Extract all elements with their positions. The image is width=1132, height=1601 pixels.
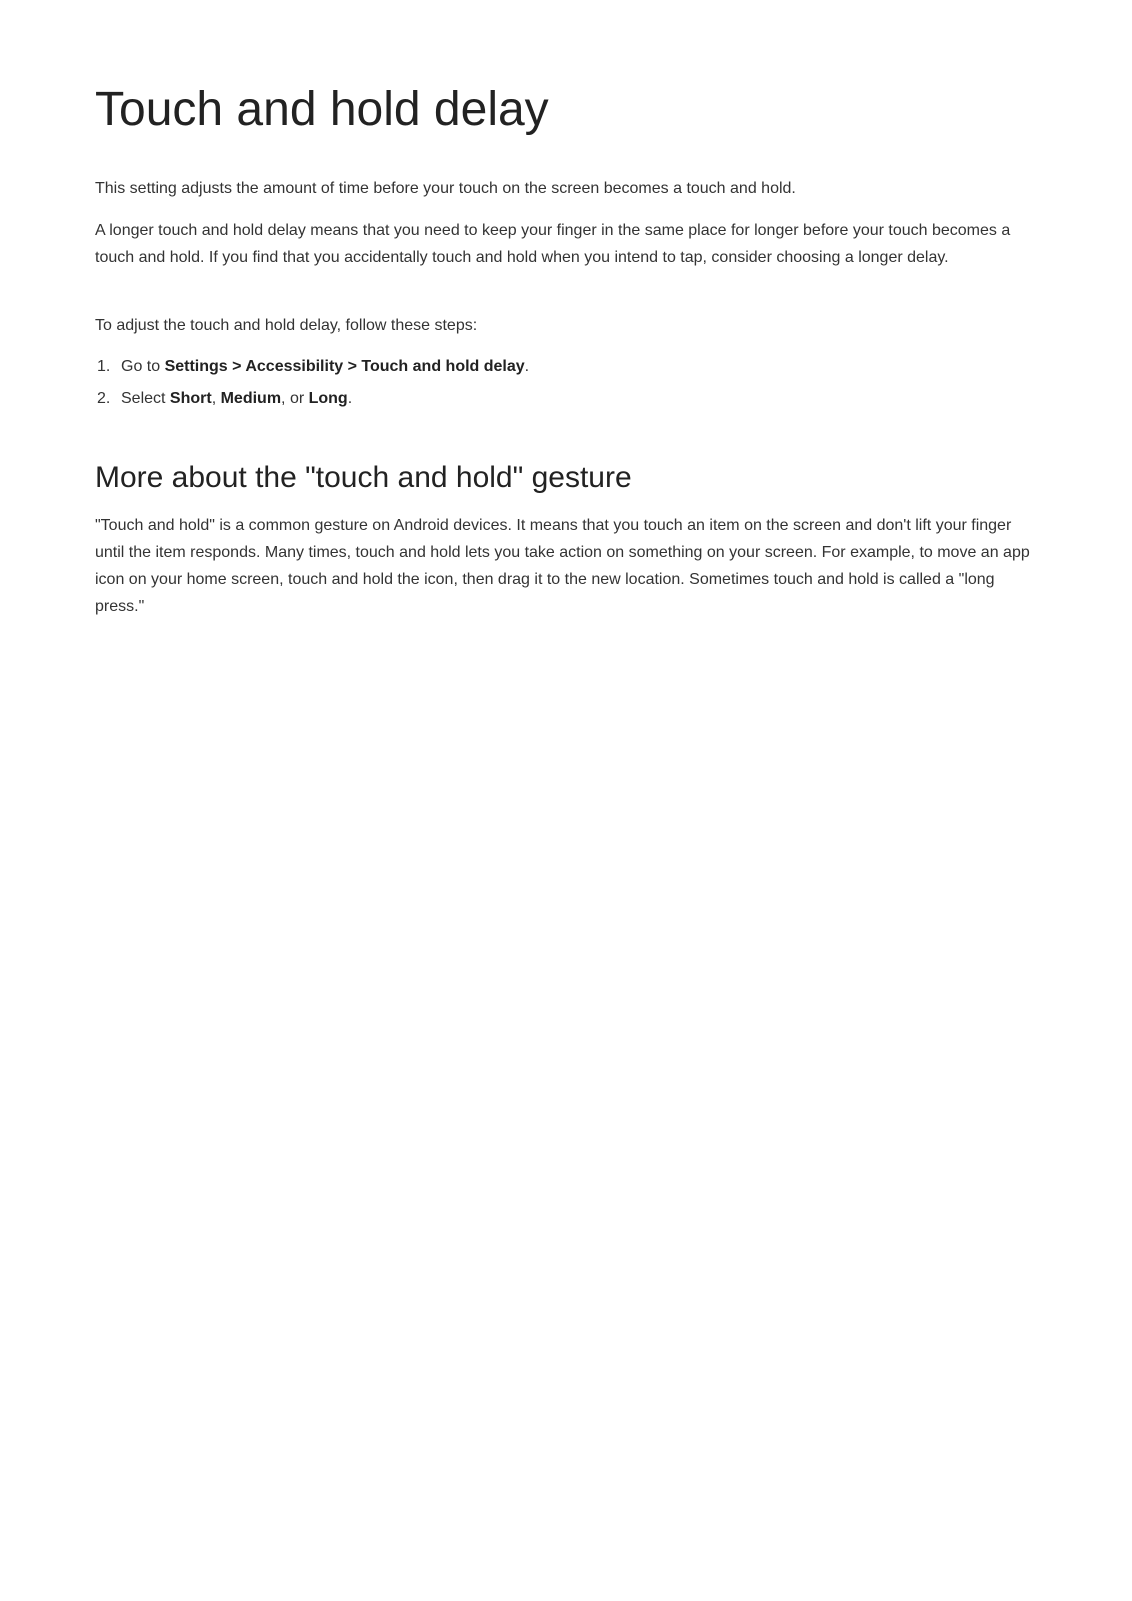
step-text: Go to <box>121 358 165 375</box>
step-punctuation: . <box>524 358 530 375</box>
list-item <box>95 385 1035 412</box>
list-item <box>95 353 1035 380</box>
page-title: Touch and hold delay <box>95 83 549 136</box>
option-long: Long <box>308 390 348 407</box>
step-text: Select <box>121 390 170 407</box>
intro-paragraph: This setting adjusts the amount of time before your touch on the screen becomes a touch and hold. <box>95 180 796 197</box>
explanation-paragraph: A longer touch and hold delay means that you need to keep your finger in the same place for longer before your touch becomes a touch and hold. If you find that you accidentally touch and hold when you intend to tap, consider choosing a longer delay. <box>95 222 1011 266</box>
steps-list <box>95 353 1035 417</box>
section-paragraph: "Touch and hold" is a common gesture on Android devices. It means that you touch an item on the screen and don't lift your finger until the item responds. Many times, touch and hold lets you take action on something on your screen. For example, to move an app icon on your home screen, touch and hold the icon, then drag it to the new location. Sometimes touch and hold is called a "long press." <box>95 517 1030 615</box>
step-number: 2. <box>97 390 111 407</box>
steps-intro-paragraph: To adjust the touch and hold delay, follow these steps: <box>95 317 478 334</box>
step-separator: , <box>211 390 221 407</box>
settings-path: Settings > Accessibility > Touch and hold delay <box>164 358 525 375</box>
step-punctuation: . <box>347 390 353 407</box>
step-number: 1. <box>97 358 111 375</box>
step-separator: , or <box>281 390 309 407</box>
section-heading: More about the "touch and hold" gesture <box>95 461 632 494</box>
option-medium: Medium <box>220 390 282 407</box>
option-short: Short <box>169 390 212 407</box>
